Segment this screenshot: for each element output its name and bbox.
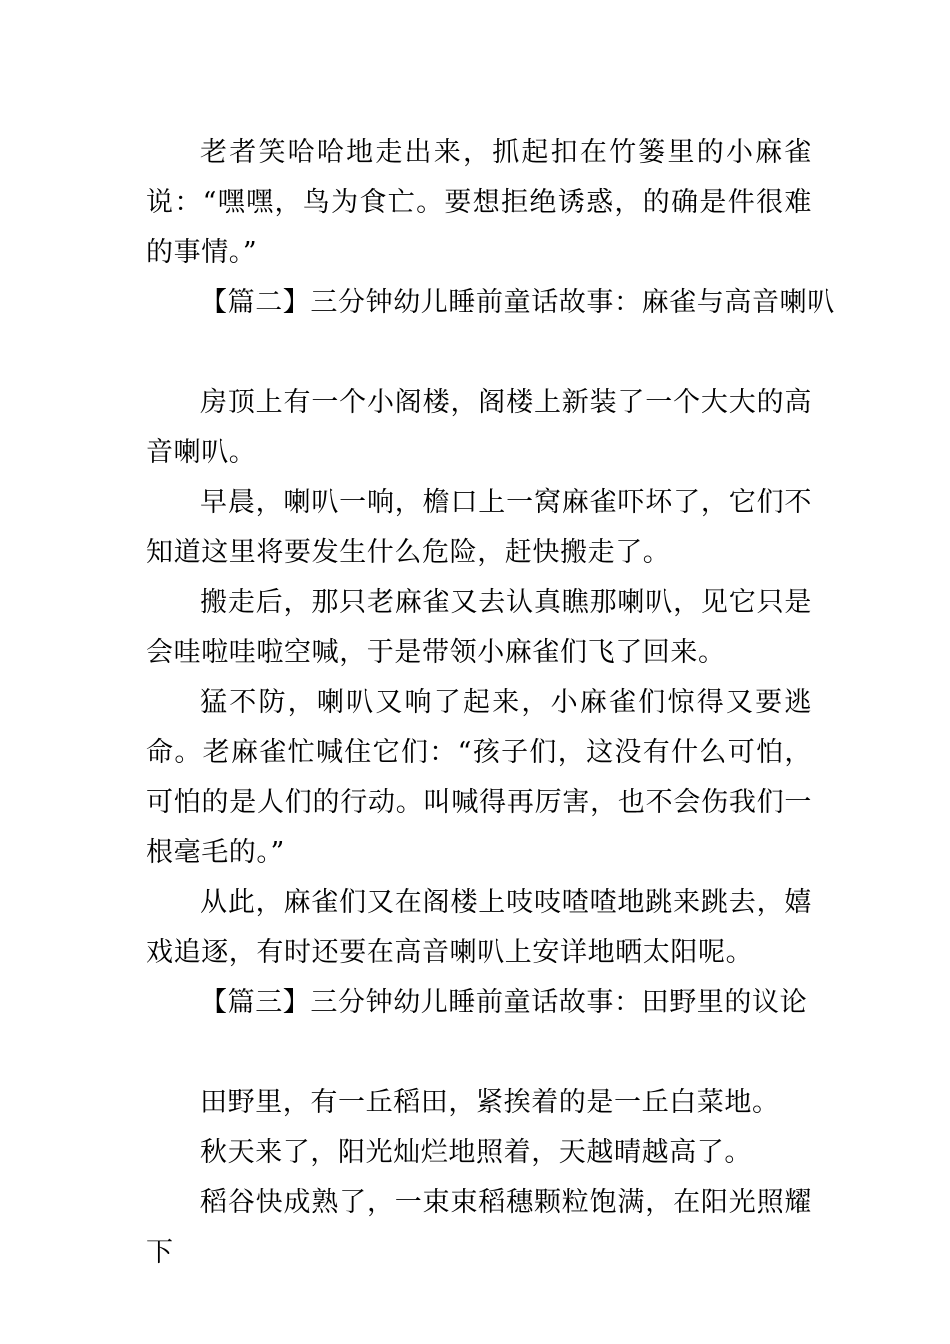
blank-line: [146, 1028, 812, 1078]
paragraph-rice-ripening: 稻谷快成熟了，一束束稻穗颗粒饱满，在阳光照耀下: [146, 1187, 812, 1268]
section-heading-part-two: 【篇二】三分钟幼儿睡前童话故事：麻雀与高音喇叭: [200, 287, 835, 318]
paragraph-intro-ending: 老者笑哈哈地走出来，抓起扣在竹篓里的小麻雀说：“嘿嘿，鸟为食亡。要想拒绝诱惑，的确是件很难的事情。”: [146, 137, 812, 268]
paragraph-morning-sparrows: 早晨，喇叭一响，檐口上一窝麻雀吓坏了，它们不知道这里将要发生什么危险，赶快搬走了。: [146, 487, 812, 568]
document-body: [146, 128, 835, 1278]
paragraph-sparrows-play: 从此，麻雀们又在阁楼上吱吱喳喳地跳来跳去，嬉戏追逐，有时还要在高音喇叭上安详地晒太阳呢。: [146, 887, 812, 968]
paragraph-attic-speaker: 房顶上有一个小阁楼，阁楼上新装了一个大大的高音喇叭。: [146, 387, 812, 468]
blank-line: [146, 328, 812, 378]
section-heading-part-three: 【篇三】三分钟幼儿睡前童话故事：田野里的议论: [200, 987, 808, 1018]
paragraph-fields: 田野里，有一丘稻田，紧挨着的是一丘白菜地。: [200, 1087, 780, 1118]
paragraph-old-sparrow-returns: 搬走后，那只老麻雀又去认真瞧那喇叭，见它只是会哇啦哇啦空喊，于是带领小麻雀们飞了回来。: [146, 587, 812, 668]
paragraph-autumn: 秋天来了，阳光灿烂地照着，天越晴越高了。: [200, 1137, 752, 1168]
paragraph-speaker-again: 猛不防，喇叭又响了起来，小麻雀们惊得又要逃命。老麻雀忙喊住它们：“孩子们，这没有什么可怕，可怕的是人们的行动。叫喊得再厉害，也不会伤我们一根毫毛的。”: [146, 687, 812, 868]
